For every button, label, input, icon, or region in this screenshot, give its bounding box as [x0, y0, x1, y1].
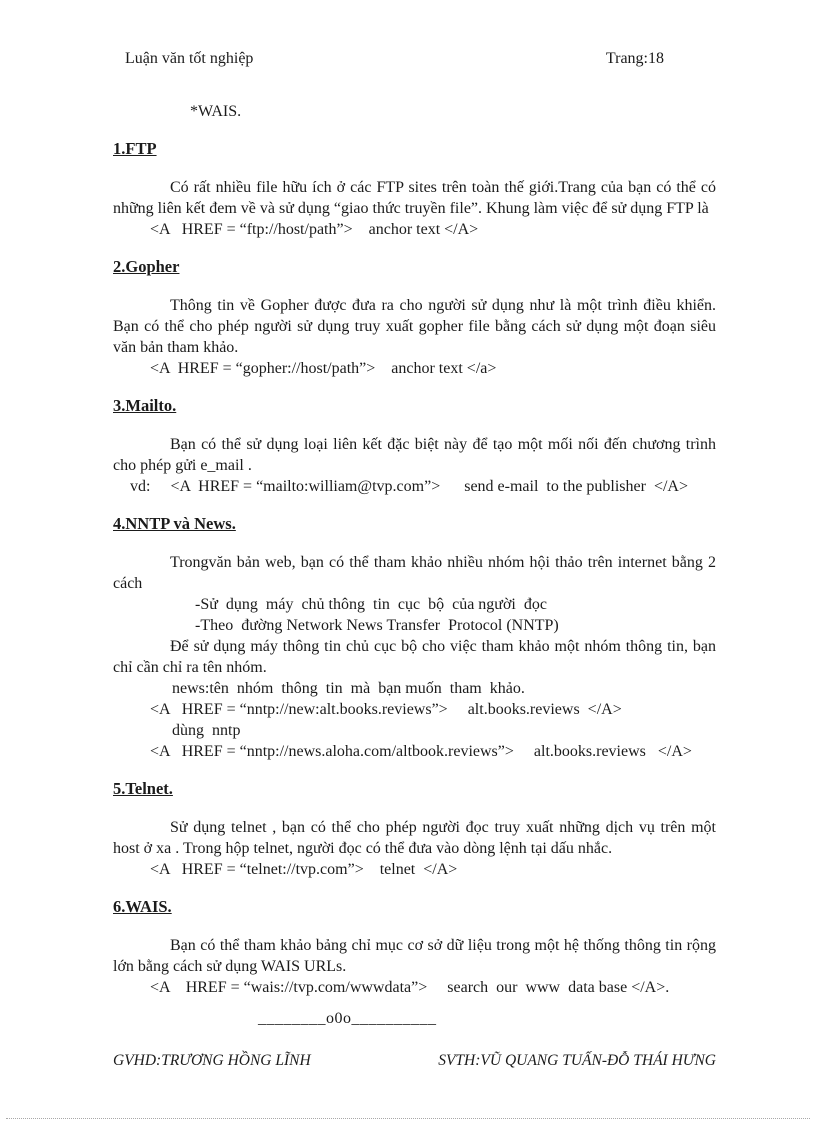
section-heading: 4.NNTP và News. — [113, 514, 236, 533]
page-header — [113, 48, 716, 69]
page-number: Trang:18 — [605, 50, 664, 67]
code-line: <A HREF = “nntp://news.aloha.com/altbook.reviews”> alt.books.reviews </A> — [150, 743, 692, 760]
paragraph: Có rất nhiều file hữu ích ở các FTP sites trên toàn thế giới.Trang của bạn có thể có những liên kết đem về và sử dụng “giao thức truyền file”. Khung làm việc để sử dụng FTP là — [113, 179, 716, 217]
code-line: <A HREF = “gopher://host/path”> anchor text </a> — [150, 360, 497, 377]
document-section — [113, 395, 716, 497]
document-section — [113, 778, 716, 880]
footer-advisor: GVHD:TRƯƠNG HỒNG LĨNH — [113, 1052, 311, 1069]
code-line: <A HREF = “wais://tvp.com/wwwdata”> search our www data base </A>. — [150, 979, 670, 996]
footer-students: SVTH:VŨ QUANG TUẤN-ĐỖ THÁI HƯNG — [438, 1052, 716, 1069]
sections-container — [113, 138, 716, 998]
code-line: <A HREF = “nntp://new:alt.books.reviews”> alt.books.reviews </A> — [150, 701, 622, 718]
section-heading: 3.Mailto. — [113, 396, 177, 415]
wais-list-item: *WAIS. — [190, 103, 242, 120]
header-title: Luận văn tốt nghiệp — [125, 50, 254, 67]
section-heading: 5.Telnet. — [113, 779, 173, 798]
code-line: <A HREF = “telnet://tvp.com”> telnet </A> — [150, 861, 458, 878]
section-heading: 6.WAIS. — [113, 897, 172, 916]
page-bottom-border — [6, 1118, 810, 1119]
document-section — [113, 896, 716, 998]
note-line: news:tên nhóm thông tin mà bạn muốn tham khảo. — [172, 680, 525, 697]
document-section — [113, 138, 716, 240]
page-footer — [113, 1050, 716, 1071]
paragraph: Thông tin về Gopher được đưa ra cho người sử dụng như là một trình điều khiển. Bạn có thể cho phép người sử dụng truy xuất gopher file bằng cách sử dụng một đoạn siêu văn bản tham khảo. — [113, 297, 716, 356]
separator-o0o: ________o0o__________ — [258, 1010, 437, 1027]
code-line: <A HREF = “ftp://host/path”> anchor text </A> — [150, 221, 479, 238]
paragraph: Để sử dụng máy thông tin chủ cục bộ cho việc tham khảo một nhóm thông tin, bạn chỉ cần chỉ ra tên nhóm. — [113, 638, 716, 676]
section-heading: 2.Gopher — [113, 257, 180, 276]
document-section — [113, 513, 716, 762]
paragraph: Bạn có thể tham khảo bảng chỉ mục cơ sở dữ liệu trong một hệ thống thông tin rộng lớn bằng cách sử dụng WAIS URLs. — [113, 937, 716, 975]
paragraph: Sử dụng telnet , bạn có thể cho phép người đọc truy xuất những dịch vụ trên một host ở xa . Trong hộp telnet, người đọc có thể đưa vào dòng lệnh tại dấu nhắc. — [113, 819, 716, 857]
note-line: dùng nntp — [172, 722, 241, 739]
list-item: -Theo đường Network News Transfer Protocol (NNTP) — [195, 617, 559, 634]
example-line: vd: <A HREF = “mailto:william@tvp.com”> send e-mail to the publisher </A> — [130, 478, 689, 495]
document-content — [113, 48, 716, 1029]
section-heading: 1.FTP — [113, 139, 157, 158]
list-item: -Sử dụng máy chủ thông tin cục bộ của người đọc — [195, 596, 547, 613]
paragraph: Trongvăn bản web, bạn có thể tham khảo nhiều nhóm hội thảo trên internet bằng 2 cách — [113, 554, 716, 592]
document-section — [113, 256, 716, 379]
paragraph: Bạn có thể sử dụng loại liên kết đặc biệt này để tạo một mối nối đến chương trình cho phép gửi e_mail . — [113, 436, 716, 474]
